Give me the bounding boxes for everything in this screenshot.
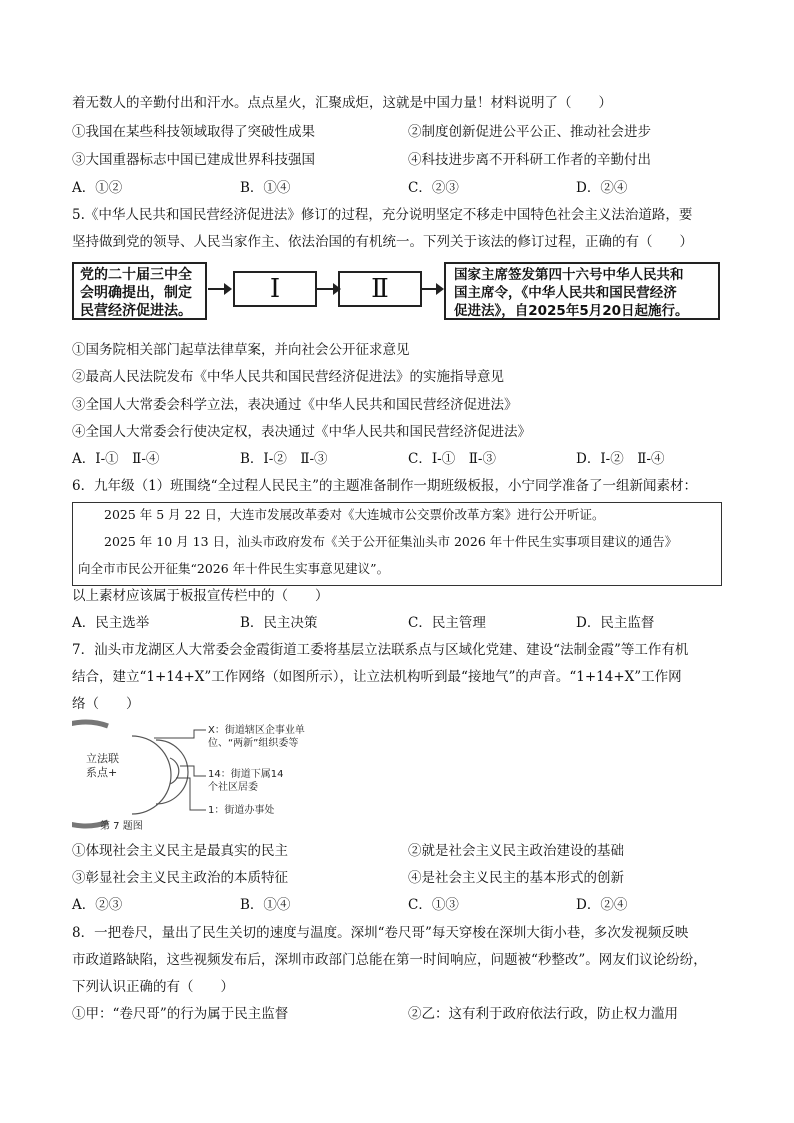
q6-option-c: C．民主管理	[408, 615, 486, 631]
q4-option-d: D．②④	[576, 180, 628, 196]
q7-statement-1: ①体现社会主义民主是最真实的民主	[72, 843, 288, 859]
q4-option-a: A．①②	[72, 180, 123, 196]
q5-stem-line-1: 5.《中华人民共和国民营经济促进法》修订的过程，充分说明坚定不移走中国特色社会主义法治道路，要	[72, 207, 693, 223]
flow-arrow-icon	[208, 282, 232, 296]
q7-network-diagram	[72, 718, 322, 834]
q5-statement-1: ①国务院相关部门起草法律草案，并向社会公开征求意见	[72, 342, 410, 358]
q8-statement-2: ②乙：这有利于政府依法行政，防止权力滥用	[408, 1006, 678, 1022]
q8-stem-line-3: 下列认识正确的有（ ）	[72, 979, 234, 995]
q7-option-b: B．①④	[240, 897, 291, 913]
q6-news-3: 向全市市民公开征集“2026 年十件民生实事意见建议”。	[78, 561, 390, 576]
q7-statement-3: ③彰显社会主义民主政治的本质特征	[72, 870, 288, 886]
q5-flow-step-4-line: 国家主席签发第四十六号中华人民共和	[454, 267, 684, 283]
q5-option-b: B．Ⅰ-② Ⅱ-③	[240, 451, 328, 467]
q4-stem-tail: 着无数人的辛勤付出和汗水。点点星火，汇聚成炬，这就是中国力量！材料说明了（ ）	[72, 95, 612, 111]
q6-news-1: 2025 年 5 月 22 日，大连市发展改革委对《大连城市公交票价改革方案》进行公开听证。	[104, 507, 605, 522]
q4-option-c: C．②③	[408, 180, 459, 196]
q8-statement-1: ①甲：“卷尺哥”的行为属于民主监督	[72, 1006, 289, 1022]
q5-flow-step-1	[72, 262, 207, 320]
q8-stem-line-1: 8．一把卷尺，量出了民生关切的速度与温度。深圳“卷尺哥”每天穿梭在深圳大街小巷，多次发视频反映	[72, 925, 689, 941]
q7-stem-line-1: 7．汕头市龙湖区人大常委会金霞街道工委将基层立法联系点与区域化党建、建设“法制金霞”等工作有机	[72, 642, 689, 658]
flow-arrow-icon	[420, 282, 444, 296]
q5-flow-step-4-line: 国主席令，《中华人民共和国民营经济	[454, 285, 677, 301]
x-layer-label	[208, 724, 305, 750]
q7-option-c: C．①③	[408, 897, 459, 913]
q7-statement-2: ②就是社会主义民主政治建设的基础	[408, 843, 624, 859]
q5-statement-3: ③全国人大常委会科学立法，表决通过《中华人民共和国民营经济促进法》	[72, 397, 518, 413]
q5-statement-4: ④全国人大常委会行使决定权，表决通过《中华人民共和国民营经济促进法》	[72, 424, 531, 440]
l1-layer-label: 1：街道办事处	[208, 805, 275, 816]
l14-layer-label	[208, 768, 283, 794]
q6-news-2: 2025 年 10 月 13 日，汕头市政府发布《关于公开征集汕头市 2026 年十件民生实事项目建议的通告》	[104, 534, 678, 549]
q7-stem-line-3: 络（ ）	[72, 696, 140, 712]
q5-flow-step-1-line: 会明确提出，制定	[80, 285, 192, 301]
q6-stem-line-2: 以上素材应该属于板报宣传栏中的（ ）	[72, 588, 329, 604]
q7-stem-line-2: 结合，建立“1+14+X”工作网络（如图所示），让立法机构听到最“接地气”的声音。“1+14+X”工作网	[72, 669, 682, 685]
q4-statement-3: ③大国重器标志中国已建成世界科技强国	[72, 152, 315, 168]
q5-option-a: A．Ⅰ-① Ⅱ-④	[72, 451, 160, 467]
q5-flow-step-1-line: 民营经济促进法。	[80, 303, 192, 319]
l14-layer-label-line: 个社区居委	[208, 782, 258, 793]
q5-flow-step-4	[444, 262, 720, 320]
q7-statement-4: ④是社会主义民主的基本形式的创新	[408, 870, 624, 886]
q4-statement-4: ④科技进步离不开科研工作者的辛勤付出	[408, 152, 651, 168]
q7-option-d: D．②④	[576, 897, 628, 913]
center-label-line: 系点+	[86, 766, 118, 779]
q5-flow-step-I: Ⅰ	[233, 271, 317, 307]
center-label	[86, 752, 119, 780]
x-layer-label-line: X：街道辖区企事业单	[208, 725, 305, 736]
q8-stem-line-2: 市政道路缺陷，这些视频发布后，深圳市政部门总能在第一时间响应，问题被“秒整改”。网友们议论纷纷，	[72, 952, 707, 968]
x-layer-label-line: 位、“两新”组织委等	[208, 738, 299, 749]
q6-option-b: B．民主决策	[240, 615, 318, 631]
q5-flow-step-1-line: 党的二十届三中全	[80, 267, 192, 283]
q5-option-d: D．Ⅰ-② Ⅱ-④	[576, 451, 665, 467]
q5-statement-2: ②最高人民法院发布《中华人民共和国民营经济促进法》的实施指导意见	[72, 369, 504, 385]
q6-option-d: D．民主监督	[576, 615, 655, 631]
l14-layer-label-line: 14：街道下属14	[208, 769, 284, 780]
q6-stem-line-1: 6．九年级（1）班围绕“全过程人民民主”的主题准备制作一期班级板报，小宁同学准备了一组新闻素材：	[72, 478, 697, 494]
q5-option-c: C．Ⅰ-① Ⅱ-③	[408, 451, 496, 467]
q4-statement-1: ①我国在某些科技领域取得了突破性成果	[72, 124, 315, 140]
q7-option-a: A．②③	[72, 897, 123, 913]
figure-caption: 第 7 题图	[100, 821, 143, 832]
q5-stem-line-2: 坚持做到党的领导、人民当家作主、依法治国的有机统一。下列关于该法的修订过程，正确的有（ ）	[72, 234, 693, 250]
q5-flow-step-4-line: 促进法》，自2025年5月20日起施行。	[454, 303, 689, 319]
q5-flow-step-II: Ⅱ	[338, 271, 422, 307]
q6-option-a: A．民主选举	[72, 615, 150, 631]
q4-statement-2: ②制度创新促进公平公正、推动社会进步	[408, 124, 651, 140]
q4-option-b: B．①④	[240, 180, 291, 196]
center-label-line: 立法联	[86, 752, 119, 765]
